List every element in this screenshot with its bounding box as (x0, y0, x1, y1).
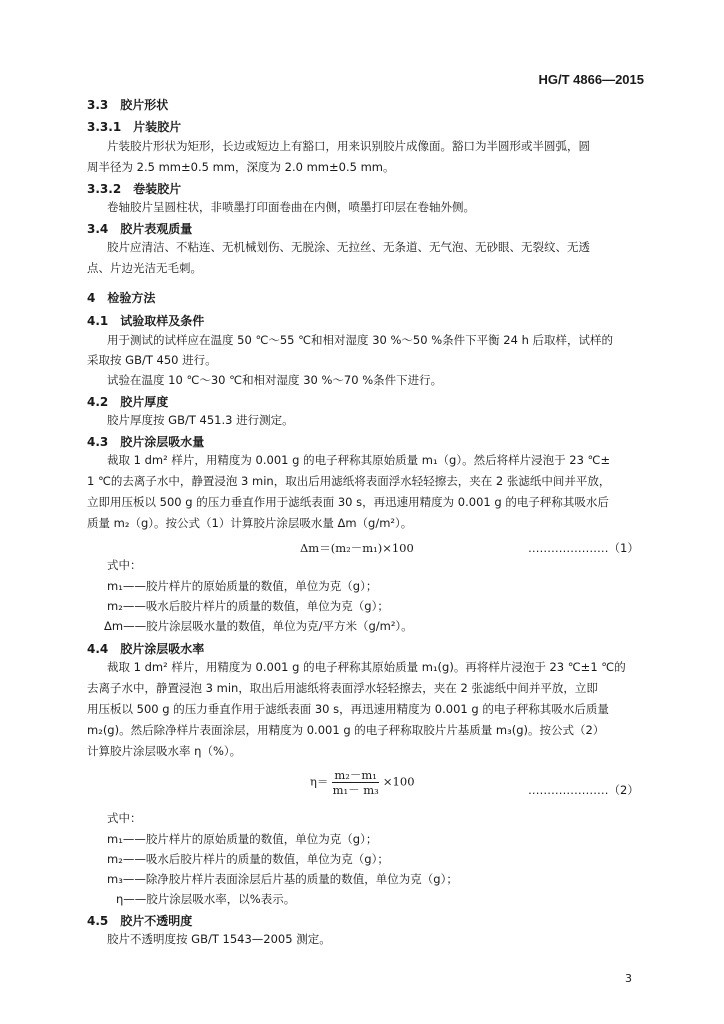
paragraph-line: 片装胶片形状为矩形，长边或短边上有豁口，用来识别胶片成像面。豁口为半圆形或半圆弧，圆 (107, 139, 590, 153)
paragraph-line: 点、片边光洁无毛刺。 (87, 261, 202, 275)
heading-4-3 (87, 433, 204, 450)
definition-line: m₂——吸水后胶片样片的质量的数值，单位为克（g）； (107, 852, 389, 866)
heading-3-4 (87, 220, 192, 237)
section-title: 胶片涂层吸水率 (120, 642, 205, 656)
heading-3-3-1 (87, 118, 181, 135)
definition-line: m₁——胶片样片的原始质量的数值，单位为克（g）； (107, 579, 378, 593)
paragraph-line: 1 ℃的去离子水中，静置浸泡 3 min，取出后用滤纸将表面浮水轻轻擦去，夹在 2 张滤纸中间并平放， (87, 474, 611, 488)
section-title: 胶片厚度 (120, 395, 169, 409)
standard-number: HG/T 4866—2015 (538, 72, 644, 87)
paragraph-line: 裁取 1 dm² 样片，用精度为 0.001 g 的电子秤称其原始质量 m₁（g）。然后将样片浸泡于 23 ℃± (107, 453, 611, 467)
page-number: 3 (625, 972, 632, 985)
paragraph-line: 质量 m₂（g）。按公式（1）计算胶片涂层吸水量 Δm（g/m²）。 (87, 516, 413, 530)
fraction-numerator: m₂－m₁ (334, 768, 377, 782)
heading-4-2 (87, 393, 168, 410)
where-label: 式中： (107, 811, 142, 825)
paragraph-line: 用于测试的试样应在温度 50 ℃～55 ℃和相对湿度 30 %～50 %条件下平衡 24 h 后取样，试样的 (107, 333, 614, 347)
paragraph-line: 立即用压板以 500 g 的压力垂直作用于滤纸表面 30 s，再迅速用精度为 0.001 g 的电子秤称其吸水后 (87, 495, 609, 509)
formula-rhs: ×100 (382, 774, 415, 789)
formula-lhs: η＝ (310, 774, 329, 789)
section-title: 胶片不透明度 (120, 914, 193, 928)
fraction-denominator: m₁－ m₃ (332, 783, 379, 797)
heading-4-1 (87, 312, 204, 329)
paragraph-line: 去离子水中，静置浸泡 3 min，取出后用滤纸将表面浮水轻轻擦去，夹在 2 张滤纸中间并平放，立即 (87, 681, 598, 695)
section-title: 卷装胶片 (133, 182, 182, 196)
section-number: 3.4 (87, 222, 109, 236)
paragraph-line: 试验在温度 10 ℃～30 ℃和相对湿度 30 %～70 %条件下进行。 (107, 373, 443, 387)
definition-line: m₁——胶片样片的原始质量的数值，单位为克（g）； (107, 832, 378, 846)
paragraph-line: 胶片厚度按 GB/T 451.3 进行测定。 (107, 413, 294, 427)
paragraph-line: 用压板以 500 g 的压力垂直作用于滤纸表面 30 s，再迅速用精度为 0.001 g 的电子秤称其吸水后质量 (87, 702, 609, 716)
fraction (332, 768, 379, 797)
paragraph-line: 周半径为 2.5 mm±0.5 mm，深度为 2.0 mm±0.5 mm。 (87, 160, 395, 174)
section-number: 3.3.2 (87, 182, 122, 196)
section-number: 4.1 (87, 314, 109, 328)
heading-3-3 (87, 96, 168, 113)
heading-3-3-2 (87, 180, 181, 197)
formula-1: Δm＝(m₂－m₁)×100 (300, 541, 414, 555)
section-number: 3.3 (87, 98, 109, 112)
heading-4 (87, 289, 155, 306)
section-title: 胶片涂层吸水量 (120, 435, 205, 449)
section-number: 4.5 (87, 914, 109, 928)
paragraph-line: 裁取 1 dm² 样片，用精度为 0.001 g 的电子秤称其原始质量 m₁(g)。再将样片浸泡于 23 ℃±1 ℃的 (107, 660, 626, 674)
definition-line: η——胶片涂层吸水率，以%表示。 (116, 892, 296, 906)
section-title: 检验方法 (107, 291, 156, 305)
equation-number-1: …………………（1） (528, 541, 639, 555)
section-number: 4.4 (87, 642, 109, 656)
heading-4-5 (87, 912, 192, 929)
section-title: 胶片形状 (120, 98, 169, 112)
paragraph-line: 采取按 GB/T 450 进行。 (87, 353, 217, 367)
heading-4-4 (87, 640, 204, 657)
paragraph-line: 卷轴胶片呈圆柱状，非喷墨打印面卷曲在内侧，喷墨打印层在卷轴外侧。 (107, 200, 475, 214)
definition-line: Δm——胶片涂层吸水量的数值，单位为克/平方米（g/m²）。 (104, 619, 413, 633)
section-title: 胶片表观质量 (120, 222, 193, 236)
section-number: 4.2 (87, 395, 109, 409)
paragraph-line: 胶片不透明度按 GB/T 1543—2005 测定。 (107, 932, 331, 946)
section-number: 3.3.1 (87, 120, 122, 134)
paragraph-line: 胶片应清洁、不粘连、无机械划伤、无脱涂、无拉丝、无条道、无气泡、无砂眼、无裂纹、无透 (107, 240, 590, 254)
formula-2 (310, 768, 415, 797)
section-title: 试验取样及条件 (120, 314, 205, 328)
section-title: 片装胶片 (133, 120, 182, 134)
definition-line: m₂——吸水后胶片样片的质量的数值，单位为克（g）； (107, 599, 389, 613)
section-number: 4 (87, 291, 96, 305)
paragraph-line: 计算胶片涂层吸水率 η（%）。 (87, 744, 242, 758)
section-number: 4.3 (87, 435, 109, 449)
equation-number-2: …………………（2） (528, 783, 639, 797)
definition-line: m₃——除净胶片样片表面涂层后片基的质量的数值，单位为克（g）； (107, 872, 458, 886)
paragraph-line: m₂(g)。然后除净样片表面涂层，用精度为 0.001 g 的电子秤称取胶片片基质量 m₃(g)。按公式（2） (87, 723, 605, 737)
where-label: 式中： (107, 558, 142, 572)
